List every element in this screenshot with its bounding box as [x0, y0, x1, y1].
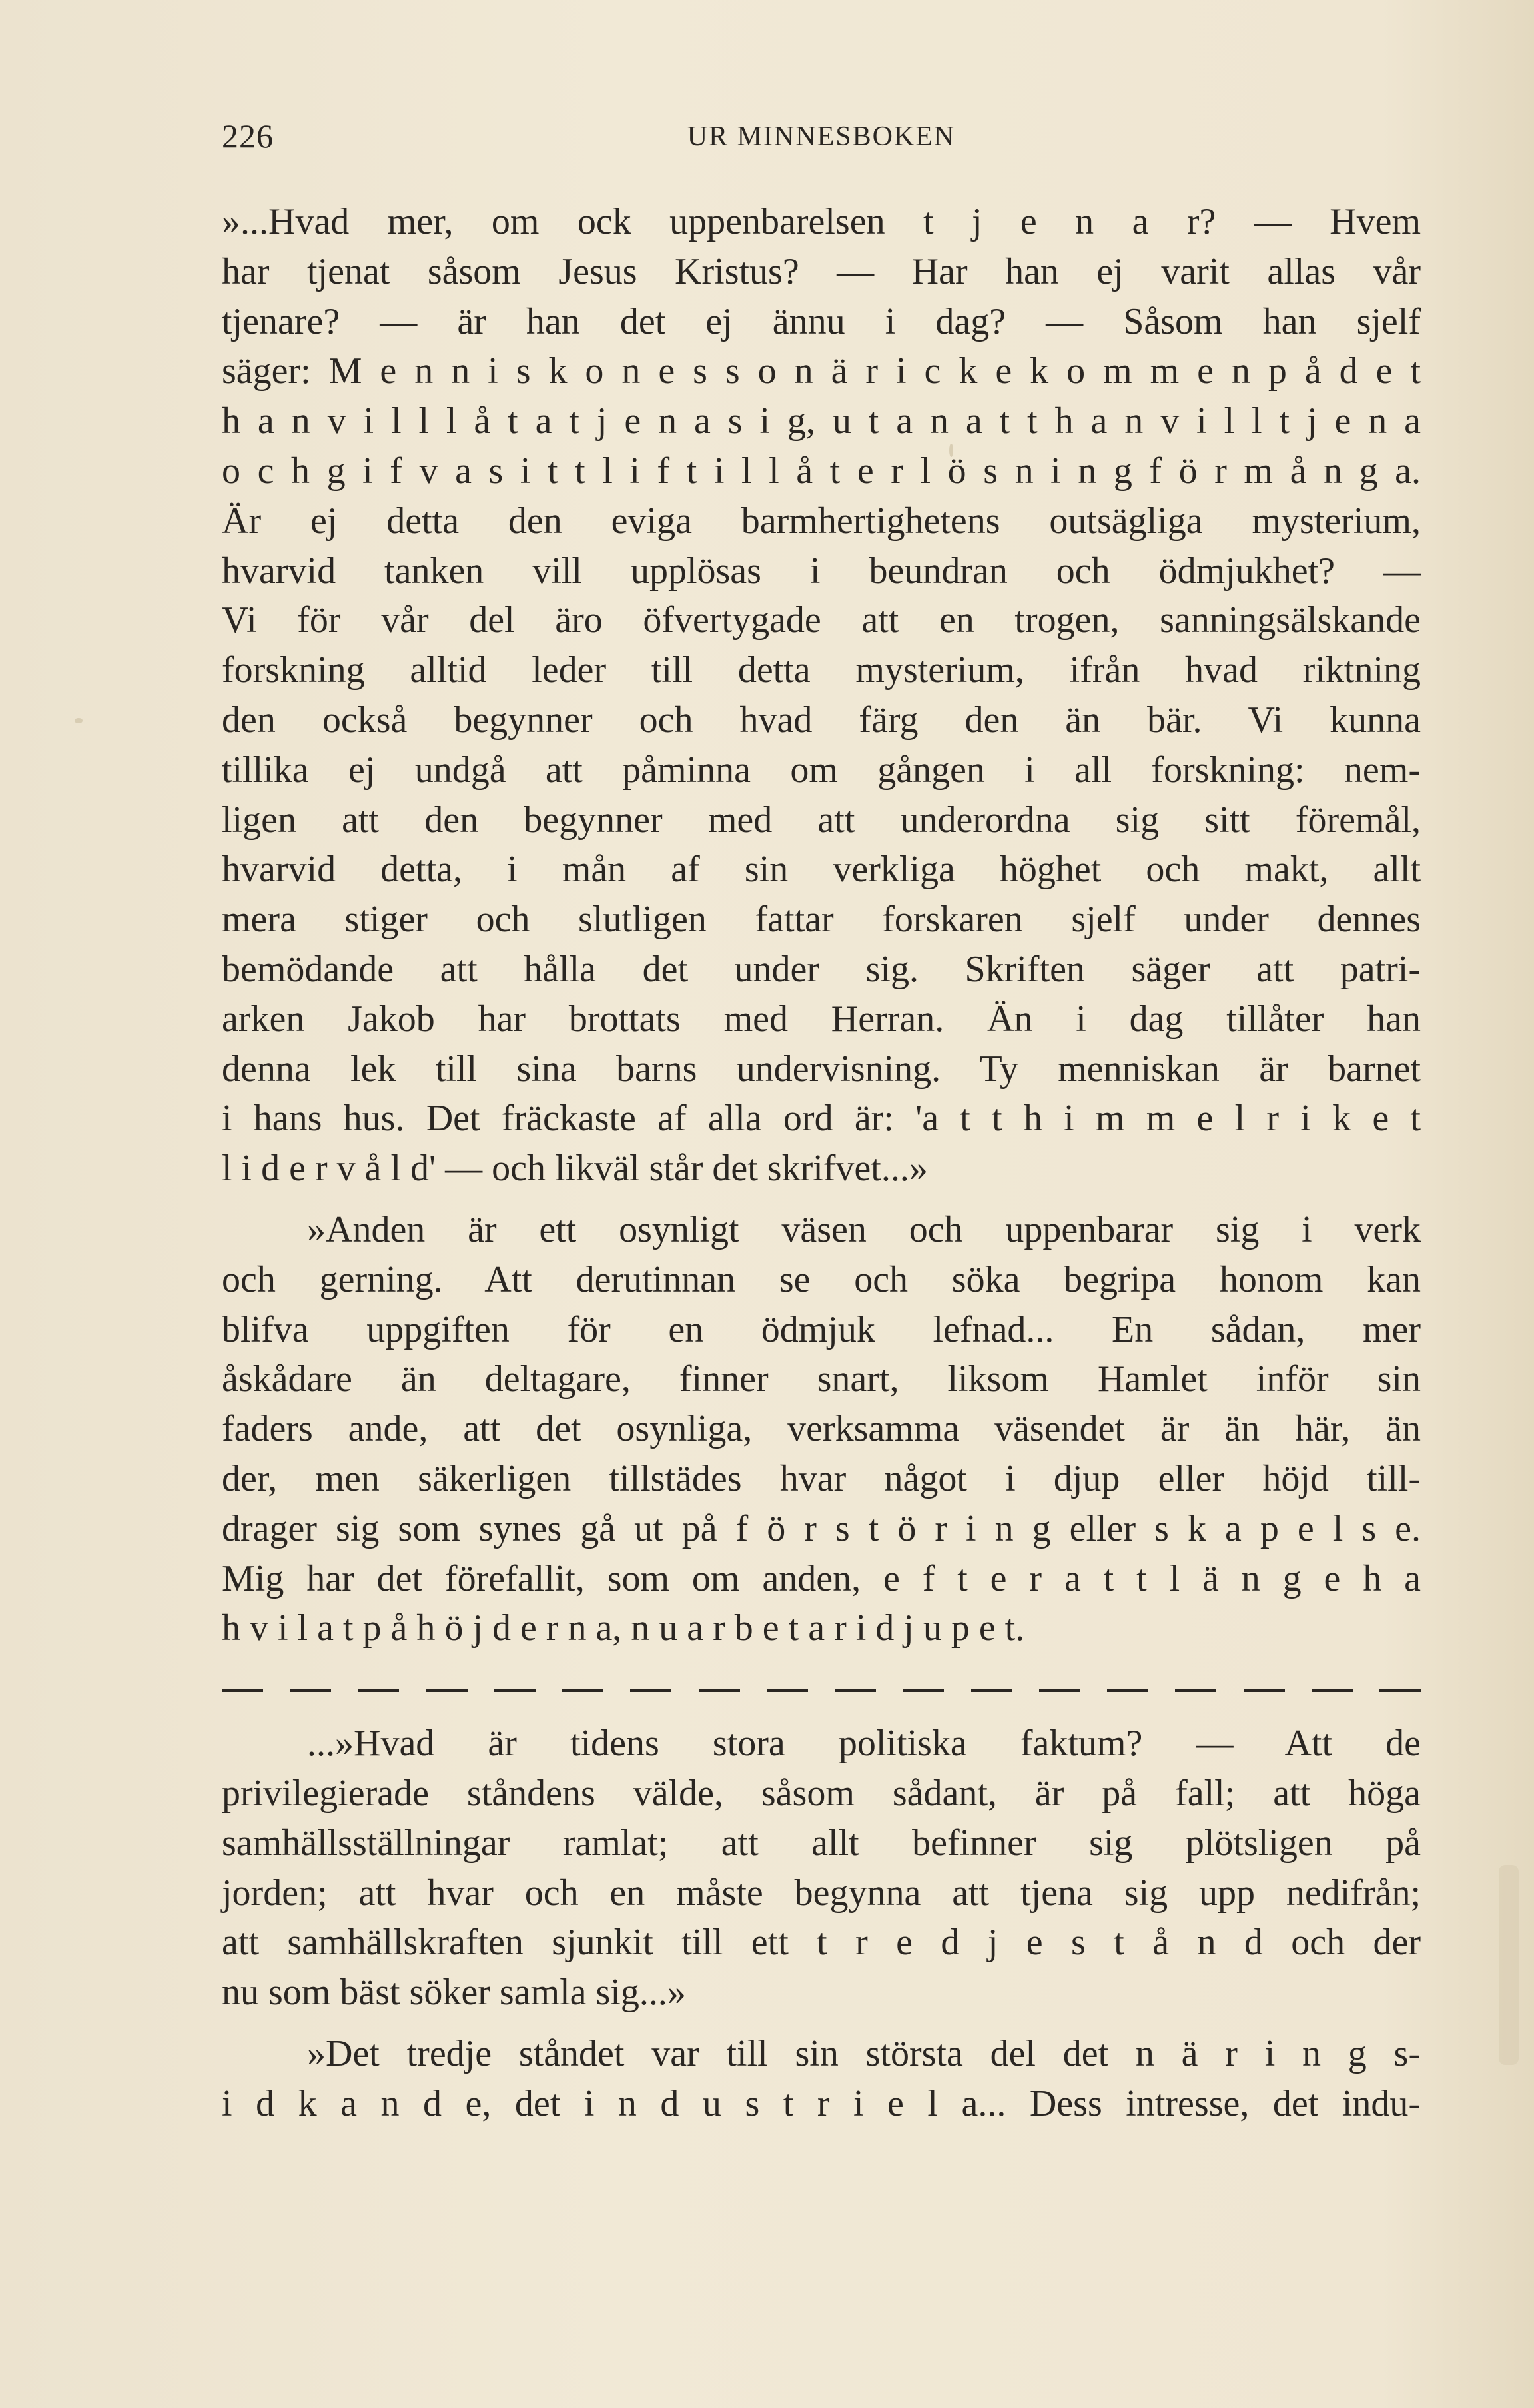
text-line: Är ej detta den eviga barmhertighetens outsägliga mysterium,: [222, 500, 1421, 542]
text-line: den också begynner och hvad färg den än bär. Vi kunna: [222, 699, 1421, 741]
paragraph: [222, 1719, 1421, 2018]
text-line: har tjenat såsom Jesus Kristus? — Har han ej varit allas vår: [222, 250, 1421, 292]
text-line: och gerning. Att derutinnan se och söka begripa honom kan: [222, 1258, 1421, 1300]
text-line: nu som bäst söker samla sig...»: [222, 1972, 686, 2014]
paper-stain: [1499, 1865, 1519, 2065]
text-line: bemödande att hålla det under sig. Skriften säger att patri-: [222, 948, 1421, 990]
text-line: åskådare än deltagare, finner snart, liksom Hamlet inför sin: [222, 1358, 1421, 1400]
text-line: Vi för vår del äro öfvertygade att en trogen, sanningsälskande: [222, 600, 1421, 641]
text-line: tjenare? — är han det ej ännu i dag? — Såsom han sjelf: [222, 300, 1421, 342]
text-line: faders ande, att det osynliga, verksamma väsendet är än här, än: [222, 1408, 1421, 1450]
text-line: h a n v i l l l å t a t j e n a s i g, u t a n a t t h a n v i l l t j e n a: [222, 400, 1421, 442]
text-line: h v i l a t p å h ö j d e r n a, n u a r b e t a r i d j u p e t.: [222, 1607, 1025, 1649]
running-title: UR MINNESBOKEN: [687, 121, 956, 152]
text-line: blifva uppgiften för en ödmjuk lefnad... En sådan, mer: [222, 1308, 1421, 1350]
text-line: drager sig som synes gå ut på f ö r s t ö r i n g eller s k a p e l s e.: [222, 1507, 1421, 1549]
page-number: 226: [222, 117, 274, 155]
text-line: der, men säkerligen tillstädes hvar något i djup eller höjd till-: [222, 1457, 1421, 1499]
text-line: arken Jakob har brottats med Herran. Än i dag tillåter han: [222, 998, 1421, 1040]
text-line: säger: M e n n i s k o n e s s o n ä r i c k e k o m m e n p å d e t: [222, 350, 1421, 392]
section-divider: [222, 1677, 1421, 1704]
text-line: samhällsställningar ramlat; att allt befinner sig plötsligen på: [222, 1822, 1421, 1864]
text-line: l i d e r v å l d' — och likväl står det skrifvet...»: [222, 1148, 928, 1190]
text-line: jorden; att hvar och en måste begynna att tjena sig upp nedifrån;: [222, 1872, 1421, 1914]
text-line: Mig har det förefallit, som om anden, e f t e r a t t l ä n g e h a: [222, 1557, 1421, 1599]
paper-stain: [75, 718, 83, 723]
text-line: denna lek till sina barns undervisning. Ty menniskan är barnet: [222, 1048, 1421, 1090]
text-line: mera stiger och slutligen fattar forskaren sjelf under dennes: [222, 899, 1421, 941]
text-line: hvarvid tanken vill upplösas i beundran och ödmjukhet? —: [222, 550, 1421, 592]
paragraph: [222, 1205, 1421, 1653]
text-line: forskning alltid leder till detta mysterium, ifrån hvad riktning: [222, 649, 1421, 691]
text-line: o c h g i f v a s i t t l i f t i l l å t e r l ö s n i n g f ö r m å n g a.: [222, 450, 1421, 492]
text-line: privilegierade ståndens välde, såsom sådant, är på fall; att höga: [222, 1772, 1421, 1814]
page-header: [222, 117, 1421, 157]
text-line: »Anden är ett osynligt väsen och uppenbarar sig i verk: [307, 1208, 1421, 1250]
paragraph: [222, 197, 1421, 1194]
text-line: hvarvid detta, i mån af sin verkliga höghet och makt, allt: [222, 849, 1421, 891]
text-line: i hans hus. Det fräckaste af alla ord är: 'a t t h i m m e l r i k e t: [222, 1098, 1421, 1140]
body-text: [222, 197, 1421, 2128]
text-line: ...»Hvad är tidens stora politiska faktum? — Att de: [307, 1723, 1421, 1765]
text-line: att samhällskraften sjunkit till ett t r e d j e s t å n d och der: [222, 1922, 1421, 1964]
text-line: i d k a n d e, det i n d u s t r i e l a... Dess intresse, det indu-: [222, 2082, 1421, 2124]
text-line: »...Hvad mer, om ock uppenbarelsen t j e n a r? — Hvem: [222, 201, 1421, 242]
text-line: »Det tredje ståndet var till sin största del det n ä r i n g s-: [307, 2032, 1421, 2074]
paragraph: [222, 2029, 1421, 2129]
text-line: tillika ej undgå att påminna om gången i all forskning: nem-: [222, 749, 1421, 791]
text-line: ligen att den begynner med att underordna sig sitt föremål,: [222, 799, 1421, 841]
